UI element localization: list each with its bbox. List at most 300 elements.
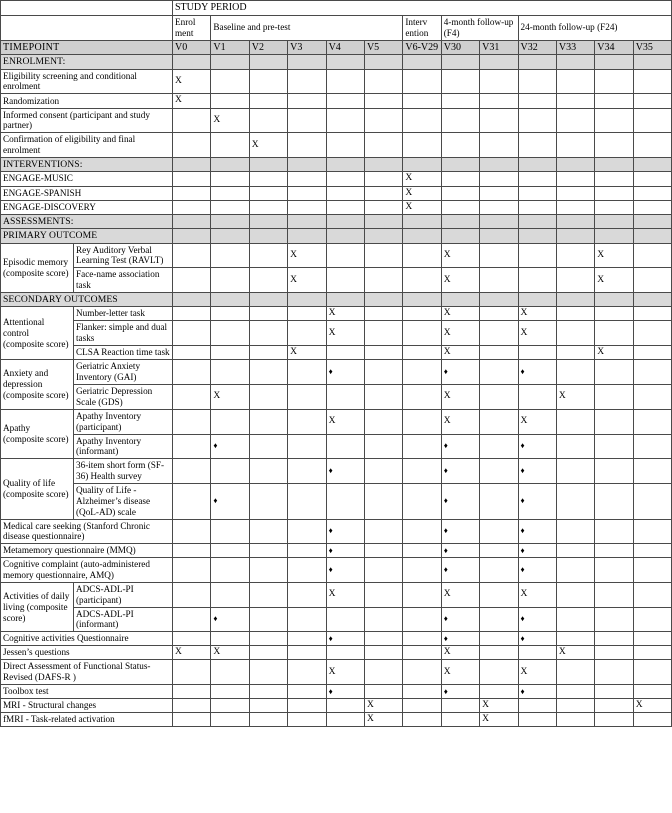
table-row [1,685,672,699]
cell-empty-V2 [249,646,287,660]
cell-empty-V1 [211,544,249,558]
section-shade-cell [326,55,364,69]
section-shade-cell [595,229,633,243]
header-row-timepoint [1,40,672,55]
cell-empty-V33 [556,685,594,699]
section-shade-cell [173,55,211,69]
study-period-header: STUDY PERIOD [173,1,672,16]
cell-empty-V6-V29 [403,268,441,293]
cell-mark-V30: ♦ [441,360,479,385]
cell-empty-V34 [595,321,633,346]
cell-empty-V5 [364,660,402,685]
cell-mark-V30: ♦ [441,632,479,646]
cell-empty-V35 [633,243,671,268]
cell-empty-V6-V29 [403,243,441,268]
cell-empty-V33 [556,200,594,214]
cell-empty-V31 [480,544,518,558]
cell-empty-V32 [518,346,556,360]
cell-mark-V4: ♦ [326,360,364,385]
cell-empty-V6-V29 [403,307,441,321]
row-label: Metamemory questionnaire (MMQ) [1,544,173,558]
row-label: Informed consent (participant and study partner) [1,108,173,133]
cell-empty-V32 [518,108,556,133]
cell-empty-V31 [480,660,518,685]
row-label: Geriatric Depression Scale (GDS) [74,385,173,410]
cell-empty-V35 [633,685,671,699]
cell-mark-V32: ♦ [518,360,556,385]
cell-empty-V4 [326,186,364,200]
cell-empty-V6-V29 [403,558,441,583]
cell-empty-V33 [556,698,594,712]
cell-empty-V2 [249,346,287,360]
cell-mark-V32: ♦ [518,459,556,484]
cell-empty-V1 [211,685,249,699]
cell-empty-V34 [595,660,633,685]
timepoint-label: TIMEPOINT [1,40,173,55]
row-label: Eligibility screening and conditional enrolment [1,69,173,94]
cell-empty-V5 [364,360,402,385]
table-row [1,94,672,108]
section-title: PRIMARY OUTCOME [1,229,173,243]
cell-mark-V32: ♦ [518,632,556,646]
cell-empty-V0 [173,544,211,558]
cell-empty-V35 [633,519,671,544]
section-shade-cell [480,229,518,243]
cell-mark-V1: X [211,108,249,133]
cell-empty-V1 [211,94,249,108]
cell-empty-V2 [249,321,287,346]
cell-empty-V4 [326,108,364,133]
cell-empty-V3 [288,108,326,133]
row-group-label: Anxiety and depression (composite score) [1,360,74,409]
cell-empty-V31 [480,685,518,699]
table-row [1,582,672,607]
cell-empty-V31 [480,607,518,632]
cell-mark-V30: X [441,409,479,434]
row-label: Randomization [1,94,173,108]
cell-empty-V5 [364,108,402,133]
cell-empty-V6-V29 [403,459,441,484]
cell-empty-V32 [518,385,556,410]
section-shade-cell [326,292,364,306]
cell-empty-V5 [364,200,402,214]
cell-empty-V34 [595,519,633,544]
section-title: SECONDARY OUTCOMES [1,292,173,306]
section-shade-cell [518,157,556,171]
cell-empty-V1 [211,558,249,583]
cell-empty-V2 [249,685,287,699]
section-header-row [1,292,672,306]
cell-empty-V3 [288,660,326,685]
cell-mark-V4: X [326,582,364,607]
cell-empty-V4 [326,434,364,459]
cell-empty-V31 [480,360,518,385]
cell-empty-V4 [326,713,364,727]
section-header-row [1,55,672,69]
cell-empty-V1 [211,243,249,268]
cell-empty-V32 [518,200,556,214]
cell-empty-V35 [633,646,671,660]
cell-empty-V2 [249,94,287,108]
section-shade-cell [633,292,671,306]
cell-empty-V35 [633,94,671,108]
cell-mark-V1: ♦ [211,607,249,632]
table-row [1,360,672,385]
cell-empty-V31 [480,108,518,133]
table-row [1,434,672,459]
cell-empty-V32 [518,268,556,293]
cell-mark-V0: X [173,94,211,108]
cell-empty-V32 [518,133,556,158]
cell-empty-V4 [326,646,364,660]
cell-empty-V2 [249,607,287,632]
cell-empty-V30 [441,133,479,158]
cell-empty-V6-V29 [403,484,441,520]
row-label: Flanker: simple and dual tasks [74,321,173,346]
table-row [1,632,672,646]
row-group-label: Activities of daily living (composite score) [1,582,74,631]
cell-empty-V33 [556,632,594,646]
cell-empty-V2 [249,660,287,685]
cell-empty-V2 [249,409,287,434]
cell-empty-V33 [556,409,594,434]
cell-empty-V33 [556,582,594,607]
cell-empty-V6-V29 [403,385,441,410]
cell-mark-V30: ♦ [441,459,479,484]
section-shade-cell [518,55,556,69]
table-row [1,385,672,410]
period-group-3: 4-month follow-up (F4) [441,15,518,40]
cell-empty-V31 [480,346,518,360]
row-label: Apathy Inventory (participant) [74,409,173,434]
cell-empty-V5 [364,632,402,646]
cell-empty-V2 [249,632,287,646]
section-shade-cell [556,157,594,171]
cell-empty-V31 [480,632,518,646]
section-shade-cell [480,292,518,306]
cell-mark-V34: X [595,346,633,360]
row-label: Jessen’s questions [1,646,173,660]
cell-empty-V0 [173,713,211,727]
cell-empty-V5 [364,243,402,268]
cell-mark-V33: X [556,385,594,410]
cell-empty-V2 [249,307,287,321]
cell-empty-V35 [633,385,671,410]
cell-mark-V1: X [211,646,249,660]
cell-empty-V5 [364,94,402,108]
cell-empty-V0 [173,243,211,268]
cell-empty-V2 [249,243,287,268]
section-shade-cell [364,214,402,228]
cell-empty-V32 [518,243,556,268]
header-corner-blank [1,1,173,16]
visit-header-V31: V31 [480,40,518,55]
cell-empty-V1 [211,660,249,685]
table-row [1,200,672,214]
row-label: ENGAGE-DISCOVERY [1,200,173,214]
section-shade-cell [364,292,402,306]
cell-empty-V0 [173,321,211,346]
cell-empty-V0 [173,360,211,385]
section-shade-cell [211,292,249,306]
cell-empty-V5 [364,307,402,321]
cell-empty-V3 [288,713,326,727]
cell-mark-V4: X [326,409,364,434]
cell-empty-V4 [326,268,364,293]
cell-empty-V0 [173,409,211,434]
cell-empty-V1 [211,200,249,214]
row-label: Direct Assessment of Functional Status-Revised (DAFS-R ) [1,660,173,685]
cell-empty-V35 [633,321,671,346]
section-shade-cell [173,214,211,228]
cell-mark-V34: X [595,243,633,268]
cell-empty-V35 [633,346,671,360]
cell-mark-V32: ♦ [518,685,556,699]
visit-header-V32: V32 [518,40,556,55]
cell-empty-V5 [364,321,402,346]
row-label: Medical care seeking (Stanford Chronic disease questionnaire) [1,519,173,544]
cell-mark-V30: X [441,321,479,346]
cell-empty-V31 [480,268,518,293]
section-shade-cell [326,214,364,228]
row-group-label: Quality of life (composite score) [1,459,74,519]
section-shade-cell [364,157,402,171]
cell-empty-V0 [173,434,211,459]
row-label: Rey Auditory Verbal Learning Test (RAVLT) [74,243,173,268]
cell-empty-V34 [595,360,633,385]
cell-empty-V2 [249,713,287,727]
cell-empty-V35 [633,582,671,607]
section-header-row [1,229,672,243]
cell-empty-V34 [595,69,633,94]
cell-empty-V34 [595,544,633,558]
cell-empty-V35 [633,186,671,200]
cell-empty-V1 [211,519,249,544]
cell-empty-V33 [556,133,594,158]
cell-mark-V4: X [326,321,364,346]
cell-empty-V4 [326,200,364,214]
section-shade-cell [403,157,441,171]
cell-empty-V30 [441,698,479,712]
cell-empty-V0 [173,660,211,685]
section-shade-cell [556,214,594,228]
row-group-label: Episodic memory (composite score) [1,243,74,292]
cell-empty-V5 [364,172,402,186]
cell-empty-V35 [633,434,671,459]
cell-empty-V35 [633,459,671,484]
cell-empty-V33 [556,713,594,727]
cell-empty-V35 [633,69,671,94]
cell-empty-V6-V29 [403,409,441,434]
cell-empty-V3 [288,607,326,632]
cell-empty-V35 [633,632,671,646]
cell-empty-V33 [556,607,594,632]
section-shade-cell [173,229,211,243]
cell-empty-V4 [326,133,364,158]
cell-empty-V34 [595,172,633,186]
cell-empty-V5 [364,409,402,434]
cell-mark-V4: ♦ [326,459,364,484]
cell-empty-V6-V29 [403,346,441,360]
section-shade-cell [518,214,556,228]
cell-empty-V33 [556,243,594,268]
cell-empty-V3 [288,685,326,699]
cell-mark-V4: X [326,660,364,685]
cell-empty-V3 [288,186,326,200]
cell-mark-V32: ♦ [518,484,556,520]
cell-empty-V30 [441,172,479,186]
cell-empty-V32 [518,69,556,94]
cell-mark-V4: ♦ [326,685,364,699]
section-shade-cell [441,55,479,69]
section-shade-cell [633,55,671,69]
cell-mark-V32: X [518,307,556,321]
visit-header-V3: V3 [288,40,326,55]
cell-mark-V30: ♦ [441,544,479,558]
cell-mark-V30: ♦ [441,558,479,583]
cell-empty-V33 [556,544,594,558]
cell-empty-V31 [480,385,518,410]
section-header-row [1,157,672,171]
cell-empty-V31 [480,434,518,459]
cell-empty-V1 [211,582,249,607]
section-shade-cell [633,157,671,171]
visit-header-V5: V5 [364,40,402,55]
cell-empty-V4 [326,346,364,360]
cell-empty-V4 [326,385,364,410]
cell-empty-V3 [288,360,326,385]
section-shade-cell [633,229,671,243]
cell-empty-V33 [556,434,594,459]
cell-empty-V6-V29 [403,133,441,158]
section-shade-cell [556,229,594,243]
table-row [1,660,672,685]
section-shade-cell [595,292,633,306]
cell-empty-V6-V29 [403,108,441,133]
cell-empty-V35 [633,607,671,632]
cell-empty-V2 [249,558,287,583]
cell-empty-V2 [249,484,287,520]
cell-empty-V31 [480,484,518,520]
cell-empty-V30 [441,713,479,727]
cell-empty-V33 [556,307,594,321]
cell-mark-V32: ♦ [518,607,556,632]
table-row [1,243,672,268]
table-row [1,409,672,434]
cell-empty-V1 [211,632,249,646]
section-header-row [1,214,672,228]
cell-mark-V5: X [364,698,402,712]
section-shade-cell [288,55,326,69]
cell-mark-V30: X [441,385,479,410]
cell-empty-V2 [249,268,287,293]
section-shade-cell [480,157,518,171]
section-shade-cell [518,229,556,243]
cell-empty-V31 [480,69,518,94]
cell-empty-V0 [173,385,211,410]
cell-empty-V33 [556,172,594,186]
cell-empty-V3 [288,582,326,607]
table-row [1,172,672,186]
cell-mark-V6-V29: X [403,172,441,186]
cell-mark-V32: ♦ [518,558,556,583]
cell-empty-V34 [595,133,633,158]
cell-empty-V34 [595,108,633,133]
cell-mark-V0: X [173,646,211,660]
cell-empty-V6-V29 [403,646,441,660]
cell-mark-V2: X [249,133,287,158]
cell-empty-V5 [364,69,402,94]
row-label: Cognitive complaint (auto-administered memory questionnaire, AMQ) [1,558,173,583]
cell-empty-V31 [480,307,518,321]
header-row-groups [1,15,672,40]
cell-empty-V0 [173,519,211,544]
cell-empty-V1 [211,409,249,434]
section-shade-cell [288,229,326,243]
section-shade-cell [249,55,287,69]
cell-mark-V0: X [173,69,211,94]
cell-mark-V32: X [518,321,556,346]
cell-empty-V4 [326,698,364,712]
cell-empty-V4 [326,172,364,186]
section-shade-cell [480,55,518,69]
cell-empty-V0 [173,685,211,699]
cell-mark-V30: ♦ [441,519,479,544]
cell-mark-V31: X [480,713,518,727]
cell-empty-V31 [480,409,518,434]
cell-mark-V31: X [480,698,518,712]
row-label: ENGAGE-SPANISH [1,186,173,200]
cell-empty-V6-V29 [403,434,441,459]
cell-empty-V2 [249,172,287,186]
cell-empty-V33 [556,484,594,520]
row-group-label: Apathy (composite score) [1,409,74,458]
section-shade-cell [556,55,594,69]
cell-empty-V3 [288,519,326,544]
cell-empty-V2 [249,459,287,484]
row-label: Confirmation of eligibility and final enrolment [1,133,173,158]
section-shade-cell [249,214,287,228]
cell-empty-V2 [249,698,287,712]
cell-empty-V1 [211,69,249,94]
cell-mark-V4: ♦ [326,544,364,558]
cell-empty-V6-V29 [403,713,441,727]
cell-empty-V2 [249,108,287,133]
cell-empty-V5 [364,484,402,520]
table-row [1,607,672,632]
row-label: fMRI - Task-related activation [1,713,173,727]
cell-empty-V1 [211,459,249,484]
cell-empty-V33 [556,268,594,293]
section-shade-cell [441,214,479,228]
row-label: CLSA Reaction time task [74,346,173,360]
cell-empty-V0 [173,307,211,321]
cell-empty-V0 [173,582,211,607]
cell-empty-V6-V29 [403,321,441,346]
cell-empty-V31 [480,646,518,660]
cell-empty-V34 [595,698,633,712]
header-row-study-period [1,1,672,16]
table-row [1,484,672,520]
row-label: 36-item short form (SF-36) Health survey [74,459,173,484]
cell-mark-V30: ♦ [441,607,479,632]
section-shade-cell [556,292,594,306]
cell-empty-V34 [595,713,633,727]
section-shade-cell [211,214,249,228]
cell-empty-V33 [556,360,594,385]
cell-empty-V1 [211,172,249,186]
table-row [1,307,672,321]
